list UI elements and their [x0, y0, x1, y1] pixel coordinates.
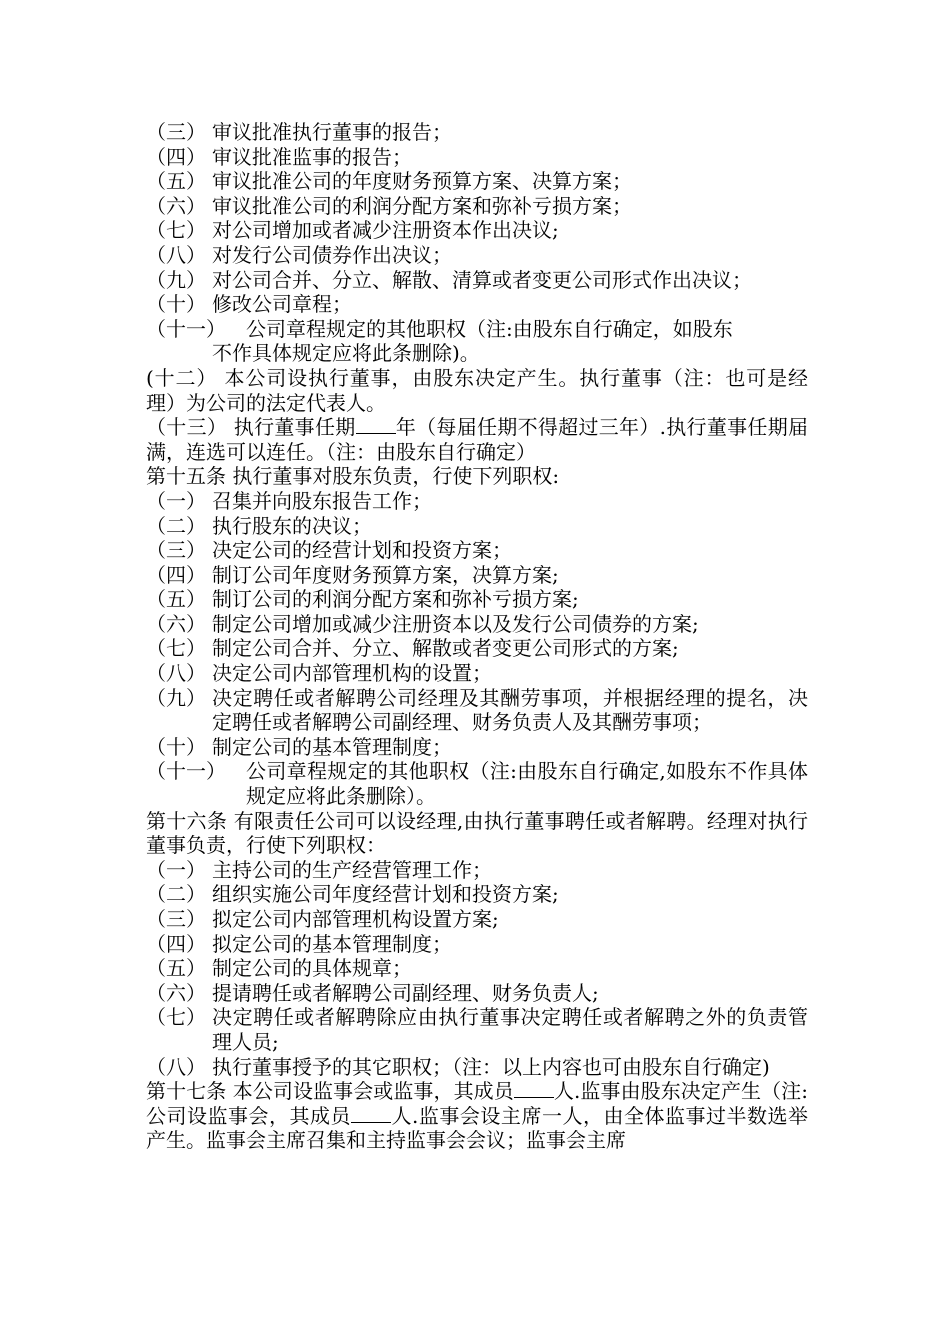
- list-item: （四） 审议批准监事的报告；: [146, 144, 412, 169]
- list-item: （三） 拟定公司内部管理机构设置方案;: [146, 907, 499, 931]
- list-item: （六） 提请聘任或者解聘公司副经理、财务负责人;: [146, 980, 599, 1005]
- list-item: （三） 审议批准执行董事的报告；: [146, 120, 452, 144]
- article-16-list: [146, 858, 808, 1079]
- article-15-list: [146, 489, 808, 809]
- list-item: （七） 决定聘任或者解聘除应由执行董事决定聘任或者解聘之外的负责管理人员;: [146, 1005, 808, 1054]
- list-item: （六） 审议批准公司的利润分配方案和弥补亏损方案；: [146, 193, 632, 218]
- list-item: （十） 修改公司章程；: [146, 292, 352, 317]
- list-item: （一） 主持公司的生产经营管理工作；: [146, 857, 492, 882]
- list-item: （四） 制订公司年度财务预算方案，决算方案;: [146, 562, 559, 587]
- list-item: （五） 制订公司的利润分配方案和弥补亏损方案;: [146, 587, 579, 612]
- member-count-blank: [514, 1079, 554, 1098]
- list-item: （一） 召集并向股东报告工作；: [146, 488, 432, 513]
- list-item: （五） 制定公司的具体规章；: [146, 956, 412, 981]
- list-item: （八） 决定公司内部管理机构的设置；: [146, 661, 492, 686]
- list-item: （二） 执行股东的决议；: [146, 513, 372, 538]
- list-item: （五） 审议批准公司的年度财务预算方案、决算方案；: [146, 169, 632, 194]
- list-item: （四） 拟定公司的基本管理制度；: [146, 931, 452, 956]
- item-thirteen: （十三） 执行董事任期 年（每届任期不得超过三年）.执行董事任期届满，连选可以连任。（注：由股东自行确定）: [146, 415, 809, 464]
- article-17: 第十七条 本公司设监事会或监事，其成员 人.监事由股东决定产生（注:公司设监事会，其成员 人.监事会设主席一人，由全体监事过半数选举产生。监事会主席召集和主持监事会会议；监事会主席: [146, 1079, 808, 1153]
- list-item: （十） 制定公司的基本管理制度；: [146, 734, 452, 759]
- article-15-title: 第十五条 执行董事对股东负责，行使下列职权:: [146, 464, 560, 489]
- item-twelve: (十二） 本公司设执行董事，由股东决定产生。执行董事（注：也可是经理）为公司的法定代表人。: [146, 365, 808, 415]
- list-item: （八） 执行董事授予的其它职权；（注：以上内容也可由股东自行确定): [146, 1054, 770, 1079]
- item-eleven: （十一） 公司章程规定的其他职权（注:由股东自行确定，如股东 不作具体规定应将此条删除)。: [146, 316, 733, 366]
- list-item: （九） 决定聘任或者解聘公司经理及其酬劳事项，并根据经理的提名，决定聘任或者解聘公司副经理、财务负责人及其酬劳事项；: [146, 685, 808, 735]
- term-blank: [356, 415, 396, 434]
- list-item: （七） 制定公司合并、分立、解散或者变更公司形式的方案;: [146, 636, 679, 661]
- list-item: （十一） 公司章程规定的其他职权（注:由股东自行确定,如股东不作具体规定应将此条删除）。: [146, 759, 808, 809]
- list-item: （九） 对公司合并、分立、解散、清算或者变更公司形式作出决议；: [146, 267, 752, 292]
- board-count-blank: [351, 1104, 391, 1123]
- item-list-top: [146, 120, 808, 317]
- list-item: （三） 决定公司的经营计划和投资方案；: [146, 538, 512, 563]
- list-item: （六） 制定公司增加或减少注册资本以及发行公司债券的方案;: [146, 611, 699, 636]
- list-item: （二） 组织实施公司年度经营计划和投资方案;: [146, 882, 559, 907]
- document-page: [146, 120, 808, 1153]
- list-item: （八） 对发行公司债券作出决议；: [146, 242, 452, 267]
- list-item: （七） 对公司增加或者减少注册资本作出决议;: [146, 218, 559, 243]
- article-16-title: 第十六条 有限责任公司可以设经理,由执行董事聘任或者解聘。经理对执行董事负责，行使下列职权：: [146, 808, 808, 858]
